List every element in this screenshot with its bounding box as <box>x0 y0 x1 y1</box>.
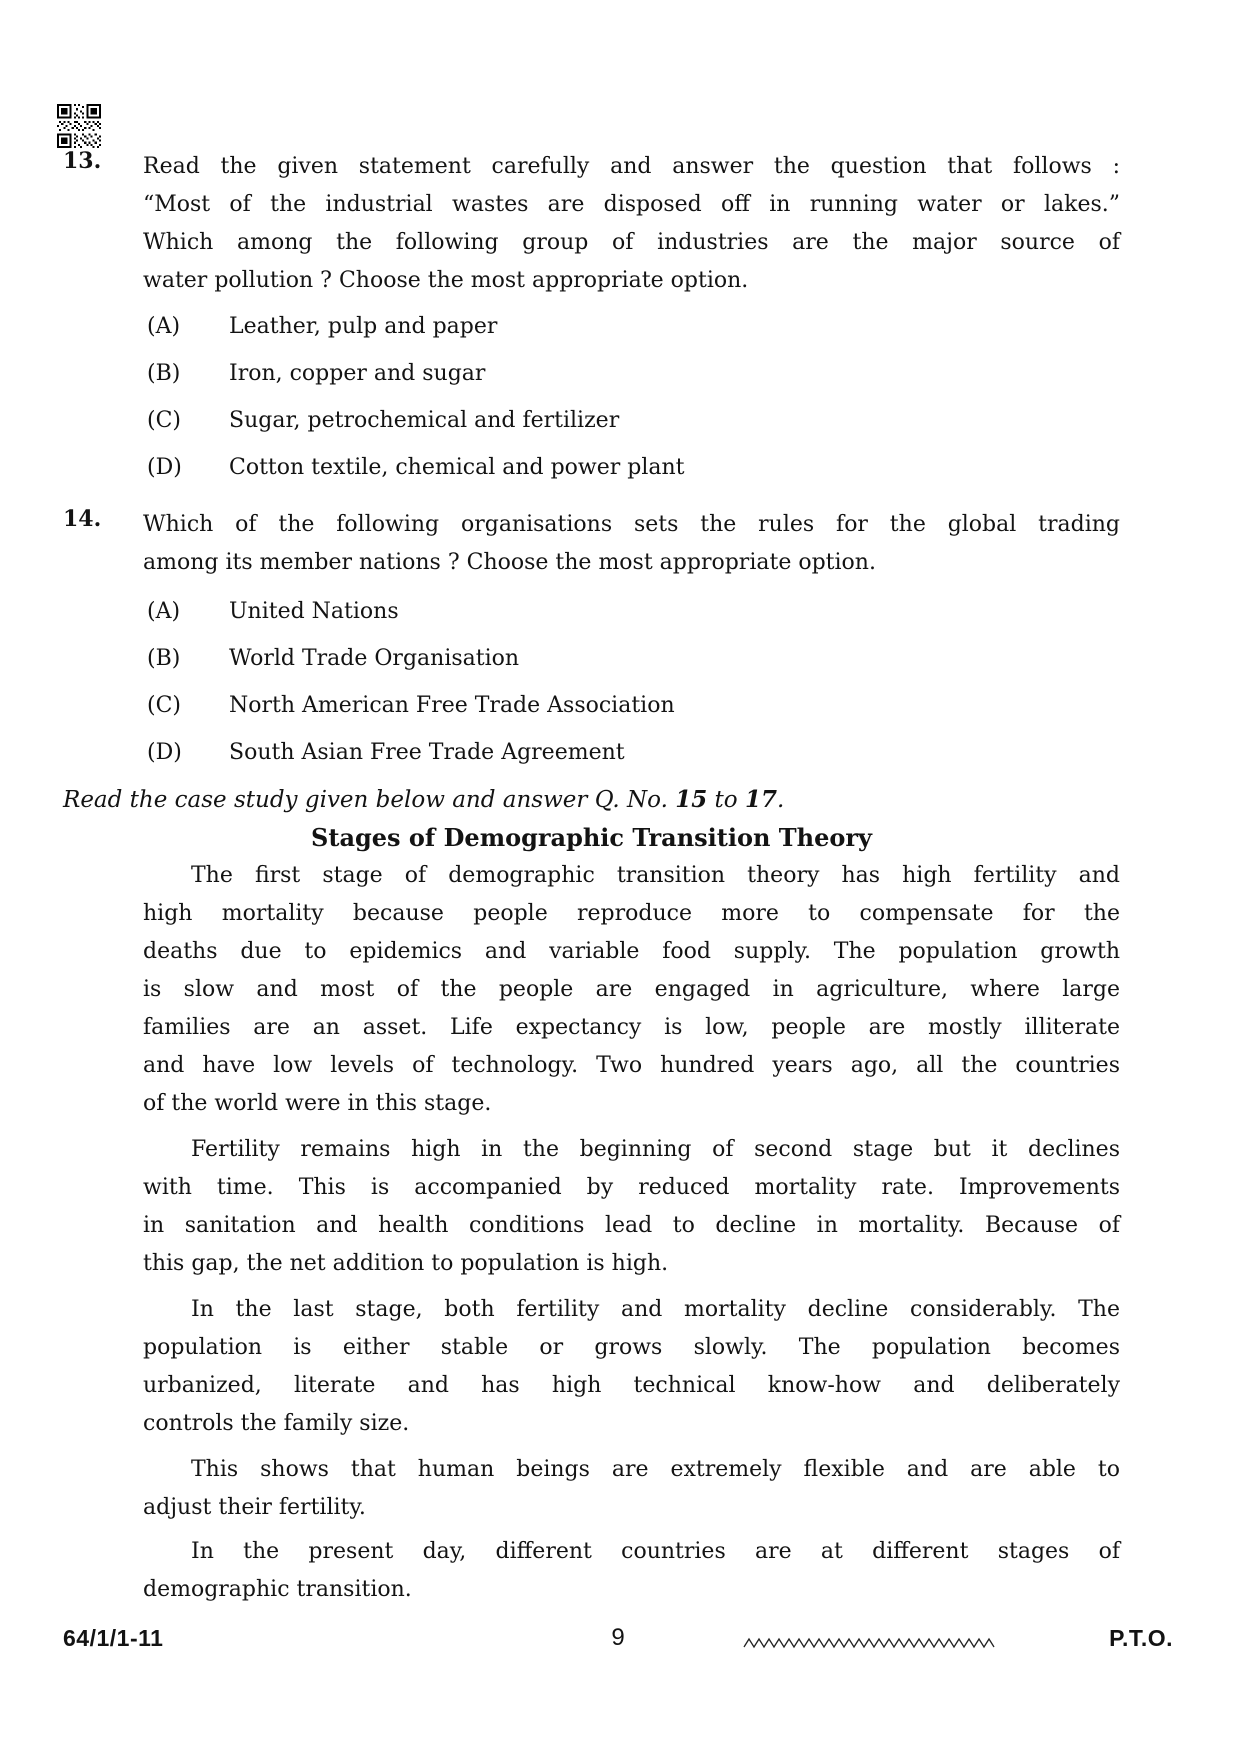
page-content <box>63 148 1120 1609</box>
stem-line: water pollution ? Choose the most appropriate option. <box>143 268 749 293</box>
option-letter: (A) <box>147 599 181 624</box>
paper-code: 64/1/1-11 <box>63 1625 164 1651</box>
instruction-text: Read the case study given below and answer Q. No. <box>63 787 676 813</box>
paragraph <box>143 857 1120 1123</box>
option-letter: (C) <box>147 693 181 718</box>
question-13 <box>63 148 1120 487</box>
paragraph-line: this gap, the net addition to population is high. <box>143 1251 669 1276</box>
paragraph-line: of the world were in this stage. <box>143 1091 492 1116</box>
paragraph-line: with time. This is accompanied by reduced mortality rate. Improvements <box>143 1175 1120 1200</box>
paragraph-line: high mortality because people reproduce more to compensate for the <box>143 901 1120 926</box>
option-letter: (A) <box>147 314 181 339</box>
paragraph-line: is slow and most of the people are engaged in agriculture, where large <box>143 977 1120 1002</box>
paragraph-line: population is either stable or grows slowly. The population becomes <box>143 1335 1120 1360</box>
question-number: 14. <box>63 506 102 532</box>
option-row <box>147 687 1120 725</box>
paragraph-line: families are an asset. Life expectancy is low, people are mostly illiterate <box>143 1015 1120 1040</box>
option-text: Sugar, petrochemical and fertilizer <box>229 408 620 433</box>
question-stem <box>143 148 1120 300</box>
stem-line: Read the given statement carefully and answer the question that follows : <box>143 154 1120 179</box>
option-row <box>147 449 1120 487</box>
paragraph-line: in sanitation and health conditions lead to decline in mortality. Because of <box>143 1213 1120 1238</box>
question-14 <box>63 506 1120 772</box>
option-text: South Asian Free Trade Agreement <box>229 740 625 765</box>
options-list <box>147 308 1120 487</box>
paragraph-line: In the present day, different countries are at different stages of <box>191 1539 1120 1564</box>
instruction-text: to <box>707 787 745 813</box>
page-number: 9 <box>611 1624 625 1651</box>
paragraph-line: Fertility remains high in the beginning of second stage but it declines <box>191 1137 1120 1162</box>
paragraph-line: adjust their fertility. <box>143 1495 366 1520</box>
paragraph-line: This shows that human beings are extremely flexible and are able to <box>191 1457 1120 1482</box>
paragraph-line: and have low levels of technology. Two hundred years ago, all the countries <box>143 1053 1120 1078</box>
option-row <box>147 640 1120 678</box>
option-letter: (D) <box>147 740 182 765</box>
stem-line: “Most of the industrial wastes are disposed off in running water or lakes.” <box>143 192 1120 217</box>
option-text: Leather, pulp and paper <box>229 314 498 339</box>
paragraph <box>143 1131 1120 1283</box>
option-row <box>147 402 1120 440</box>
option-text: North American Free Trade Association <box>229 693 675 718</box>
option-text: World Trade Organisation <box>229 646 520 671</box>
case-study-heading: Stages of Demographic Transition Theory <box>311 823 872 852</box>
option-row <box>147 308 1120 346</box>
paragraph-line: urbanized, literate and has high technical know-how and deliberately <box>143 1373 1120 1398</box>
questions-section <box>63 148 1120 772</box>
option-letter: (B) <box>147 646 181 671</box>
option-row <box>147 593 1120 631</box>
question-range-start: 15 <box>675 786 708 813</box>
options-list <box>147 593 1120 772</box>
pto-label: P.T.O. <box>1109 1625 1173 1651</box>
stem-line: among its member nations ? Choose the most appropriate option. <box>143 550 876 575</box>
case-study-instruction <box>63 781 1120 819</box>
paragraph-line: controls the family size. <box>143 1411 410 1436</box>
case-study-section <box>143 857 1120 1609</box>
page-footer <box>63 1622 1173 1656</box>
option-text: Iron, copper and sugar <box>229 361 486 386</box>
option-letter: (D) <box>147 455 182 480</box>
question-range-end: 17 <box>744 786 777 813</box>
option-text: United Nations <box>229 599 399 624</box>
paragraph <box>143 1291 1120 1443</box>
option-row <box>147 355 1120 393</box>
paragraph-line: The first stage of demographic transition theory has high fertility and <box>191 863 1120 888</box>
stem-line: Which among the following group of industries are the major source of <box>143 230 1120 255</box>
option-letter: (B) <box>147 361 181 386</box>
paragraph <box>143 1533 1120 1609</box>
instruction-text: . <box>776 787 785 813</box>
qr-code-icon <box>57 104 101 148</box>
paragraph-line: demographic transition. <box>143 1577 412 1602</box>
paragraph-line: deaths due to epidemics and variable food supply. The population growth <box>143 939 1120 964</box>
option-letter: (C) <box>147 408 181 433</box>
option-text: Cotton textile, chemical and power plant <box>229 455 685 480</box>
option-row <box>147 734 1120 772</box>
question-number: 13. <box>63 148 102 174</box>
paragraph-line: In the last stage, both fertility and mortality decline considerably. The <box>191 1297 1120 1322</box>
paragraph <box>143 1451 1120 1527</box>
squiggle-line-icon <box>743 1630 995 1656</box>
stem-line: Which of the following organisations sets the rules for the global trading <box>143 512 1120 537</box>
question-stem <box>143 506 1120 582</box>
